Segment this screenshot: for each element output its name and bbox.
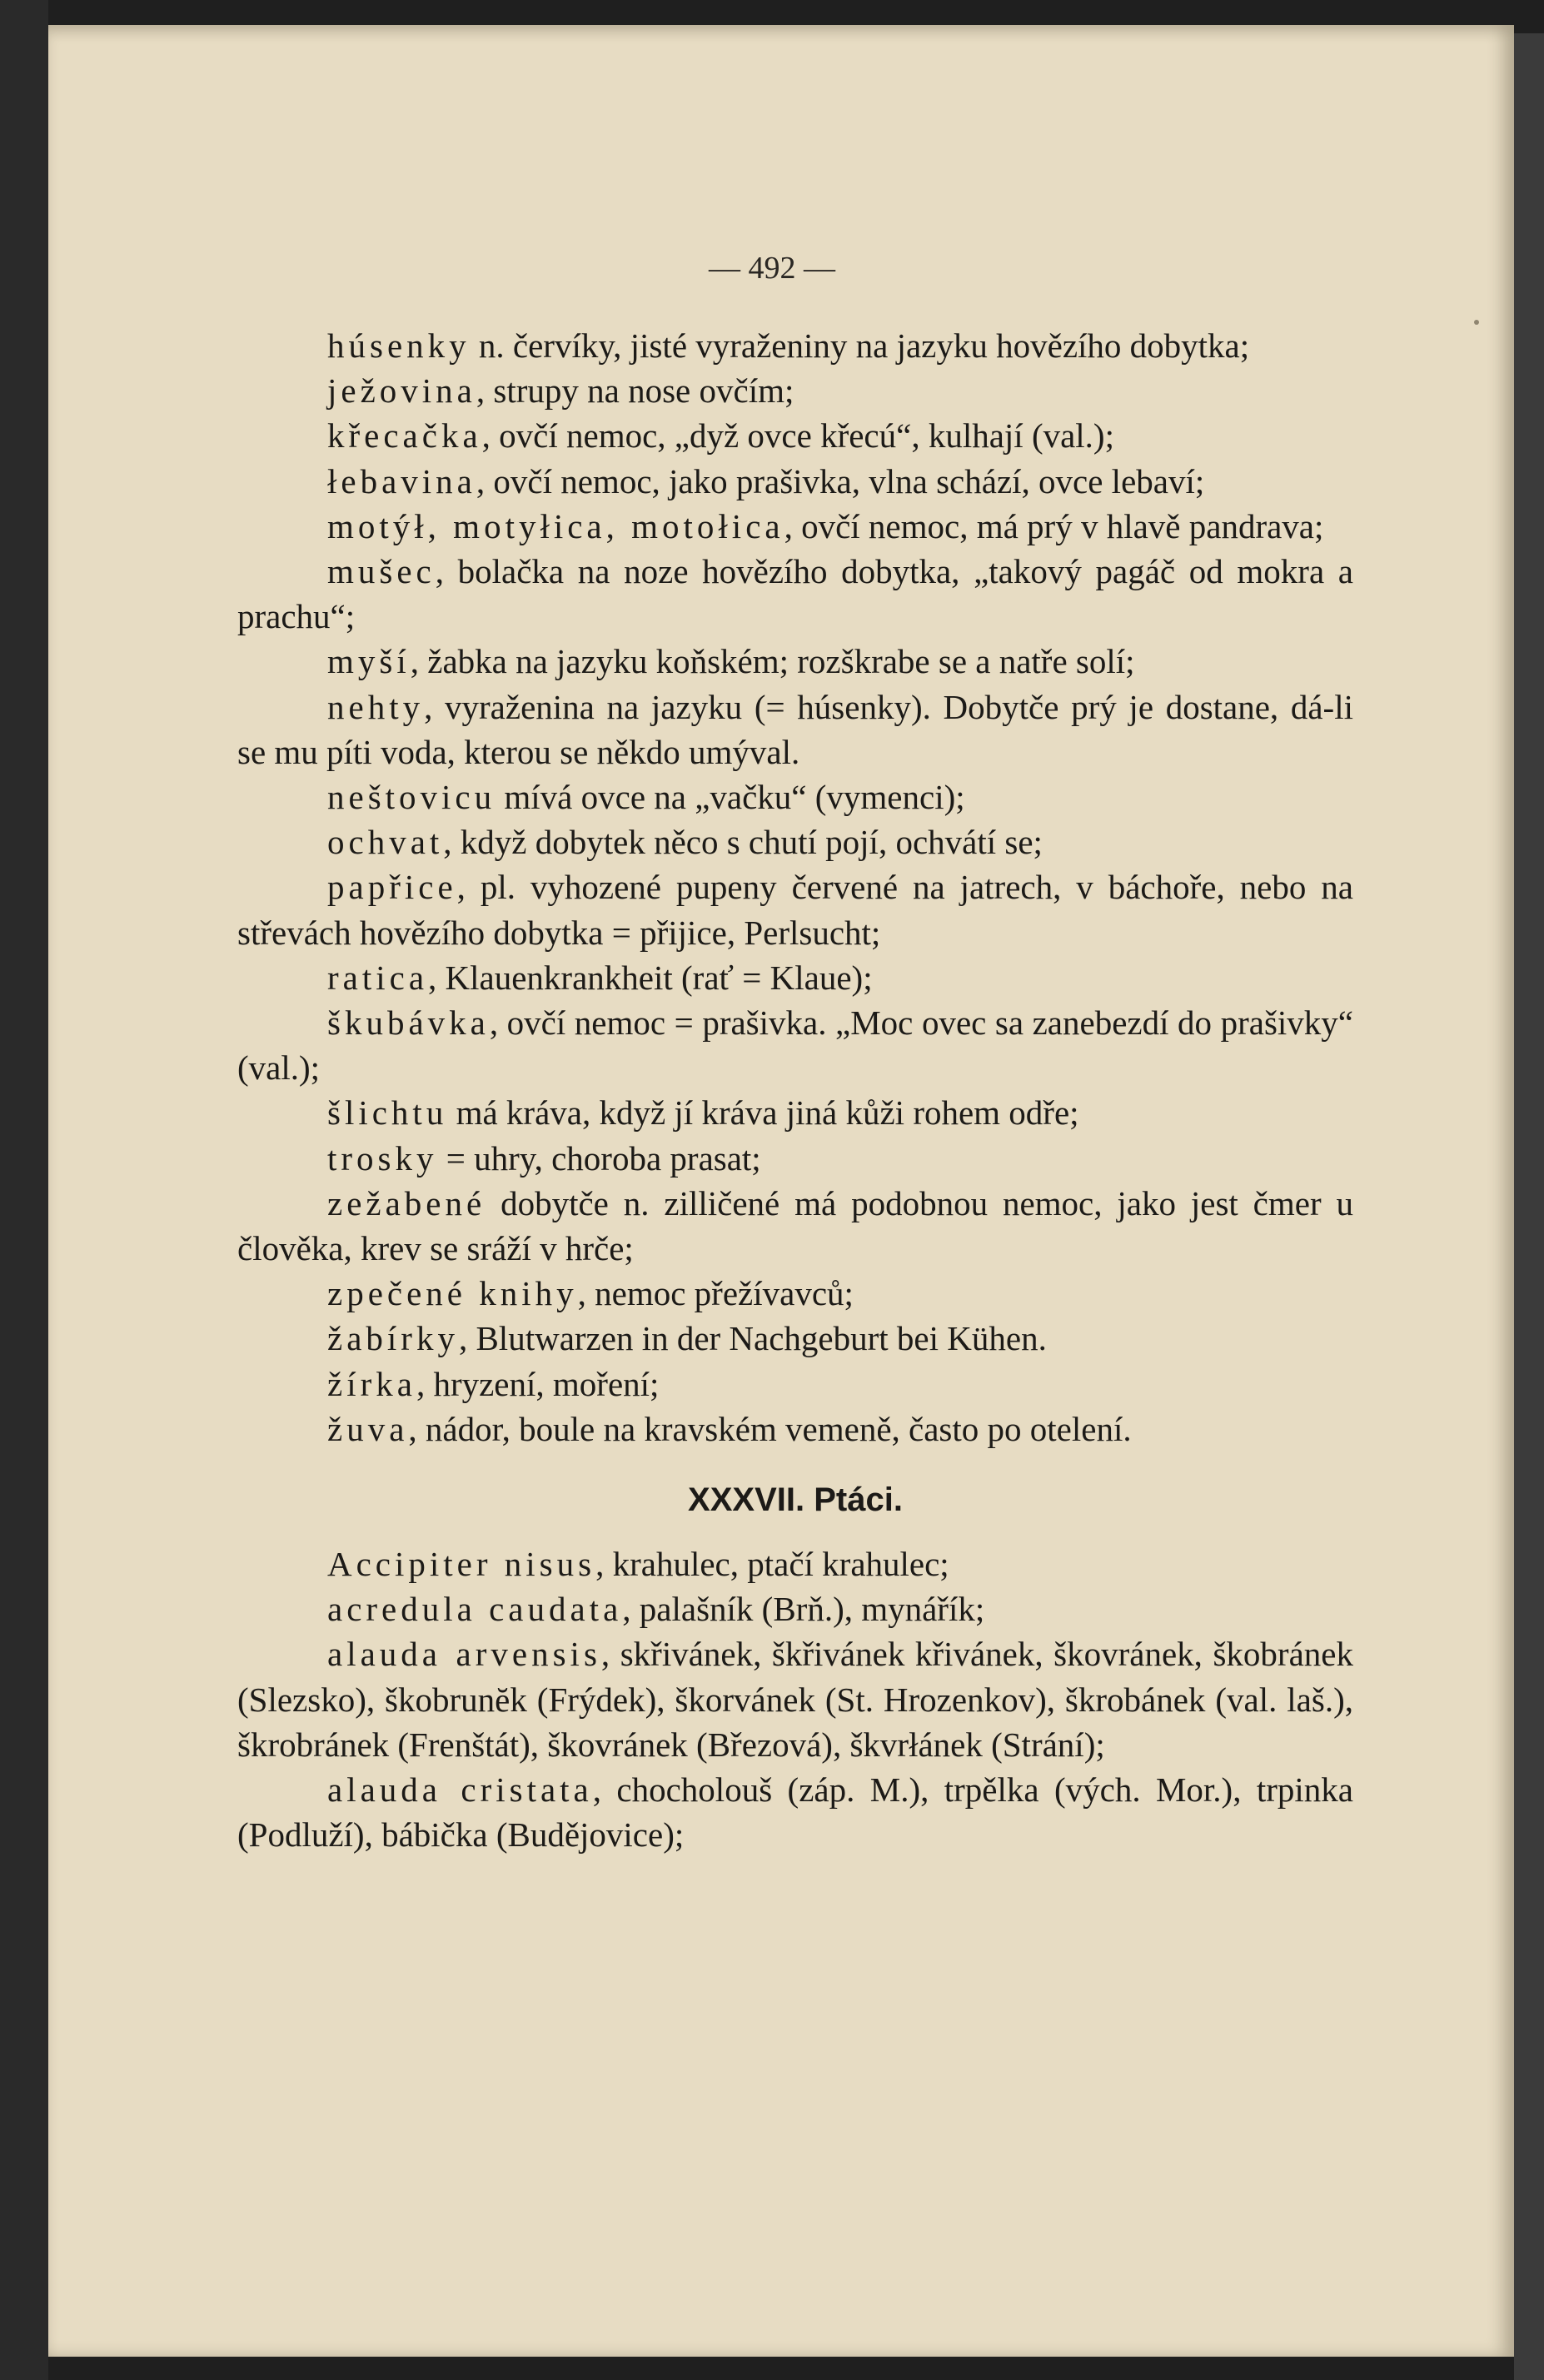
- dictionary-entry: [237, 1586, 1353, 1631]
- entry-definition: , vyraženina na jazyku (= húsenky). Dobytče prý je dostane, dá-li se mu píti voda, kterou se někdo umýval.: [237, 687, 1353, 771]
- dictionary-entry: [237, 955, 1353, 1000]
- entry-term: motýł, motyłica, motołica: [327, 506, 784, 545]
- entry-definition: , když dobytek něco s chutí pojí, ochvátí se;: [443, 823, 1043, 862]
- entry-term: zpečené knihy: [327, 1274, 578, 1313]
- dictionary-entry: [237, 1541, 1353, 1586]
- entry-definition: , ovčí nemoc, má prý v hlavě pandrava;: [784, 506, 1324, 545]
- dictionary-entry: [237, 549, 1353, 639]
- dictionary-entry: [237, 1271, 1353, 1316]
- entry-term: ratica: [327, 958, 429, 997]
- entry-term: alauda arvensis: [327, 1635, 601, 1674]
- entry-term: húsenky: [327, 326, 471, 365]
- entry-term: šlichtu: [327, 1093, 448, 1133]
- dictionary-entry: [237, 1090, 1353, 1135]
- entry-definition: , hryzení, moření;: [416, 1364, 660, 1403]
- entry-definition: , skřivánek, škřivánek křivánek, škovránek, škobránek (Slezsko), škobrunĕk (Frýdek), škorvánek (St. Hrozenkov), škrobánek (val. laš.), škrobránek (Frenštát), škovránek (Březová), škvrłánek (Strání);: [237, 1635, 1353, 1764]
- scan-left-margin: [0, 0, 48, 2380]
- entry-definition: n. červíky, jisté vyraženiny na jazyku hovězího dobytka;: [470, 326, 1250, 365]
- dictionary-entry: [237, 323, 1353, 368]
- entry-definition: , krahulec, ptačí krahulec;: [595, 1545, 949, 1584]
- entry-term: škubávka: [327, 1003, 490, 1043]
- entry-definition: , chocholouš (záp. M.), trpělka (vých. Mor.), trpinka (Podluží), bábička (Budějovice);: [237, 1770, 1353, 1855]
- paper-speck: [1474, 320, 1479, 325]
- dictionary-entry: [237, 864, 1353, 954]
- entry-term: žabírky: [327, 1319, 459, 1358]
- dictionary-entry: [237, 1407, 1353, 1451]
- entry-definition: , žabka na jazyku koňském; rozškrabe se a natře solí;: [410, 642, 1135, 681]
- entry-term: křecačka: [327, 416, 482, 456]
- dictionary-entry: [237, 1136, 1353, 1181]
- dictionary-entry: [237, 774, 1353, 819]
- entry-definition: má kráva, když jí kráva jiná kůži rohem odře;: [447, 1093, 1079, 1133]
- entry-term: myší: [327, 642, 411, 681]
- entry-term: žuva: [327, 1409, 409, 1448]
- dictionary-entry: [237, 685, 1353, 774]
- entry-definition: , pl. vyhozené pupeny červené na jatrech, v báchoře, nebo na střevách hovězího dobytka = přijice, Perlsucht;: [237, 868, 1353, 952]
- dictionary-entry: [237, 1631, 1353, 1767]
- dictionary-entry: [237, 504, 1353, 549]
- entry-list-diseases: [237, 323, 1353, 1451]
- entry-definition: , Blutwarzen in der Nachgeburt bei Kühen.: [458, 1319, 1047, 1358]
- entry-definition: , nemoc přežívavců;: [577, 1274, 854, 1313]
- dictionary-entry: [237, 1767, 1353, 1857]
- entry-definition: , ovčí nemoc, „dyž ovce křecú“, kulhají (val.);: [481, 416, 1114, 456]
- entry-definition: mívá ovce na „vačku“ (vymenci);: [496, 778, 965, 817]
- entry-definition: , palašník (Brň.), mynářík;: [622, 1590, 985, 1629]
- entry-definition: , bolačka na noze hovězího dobytka, „takový pagáč od mokra a prachu“;: [237, 552, 1353, 636]
- entry-term: papřice: [327, 868, 457, 907]
- dictionary-entry: [237, 413, 1353, 458]
- entry-term: nehty: [327, 687, 425, 726]
- dictionary-entry: [237, 1000, 1353, 1090]
- entry-definition: = uhry, choroba prasat;: [437, 1138, 761, 1178]
- entry-definition: , ovčí nemoc, jako prašivka, vlna schází, ovce lebaví;: [476, 461, 1205, 500]
- dictionary-entry: [237, 1181, 1353, 1271]
- dictionary-entry: [237, 1362, 1353, 1407]
- dictionary-entry: [237, 639, 1353, 684]
- entry-term: alauda cristata: [327, 1770, 593, 1810]
- entry-term: ochvat: [327, 823, 444, 862]
- entry-term: acredula caudata: [327, 1590, 623, 1629]
- entry-definition: dobytče n. zilličené má podobnou nemoc, jako jest čmer u člověka, krev se sráží v hrče;: [237, 1183, 1353, 1268]
- page-number: — 492 —: [709, 251, 835, 286]
- entry-definition: , ovčí nemoc = prašivka. „Moc ovec sa zanebezdí do prašivky“ (val.);: [237, 1003, 1353, 1088]
- dictionary-entry: [237, 1316, 1353, 1361]
- entry-definition: , strupy na nose ovčím;: [476, 371, 794, 411]
- entry-term: łebavina: [327, 461, 476, 500]
- dictionary-entry: [237, 819, 1353, 864]
- entry-definition: , Klauenkrankheit (rať = Klaue);: [428, 958, 873, 997]
- entry-term: mušec: [327, 552, 436, 591]
- page-body: [237, 323, 1353, 1858]
- dictionary-entry: [237, 368, 1353, 413]
- section-heading: XXXVII. Ptáci.: [688, 1481, 903, 1519]
- entry-term: ježovina: [327, 371, 476, 411]
- entry-term: žírka: [327, 1364, 416, 1403]
- entry-term: Accipiter nisus: [327, 1545, 596, 1584]
- entry-term: zežabené: [327, 1183, 486, 1222]
- entry-definition: , nádor, boule na kravském vemeně, často po otelení.: [408, 1409, 1132, 1448]
- page-edge-shadow: [1514, 33, 1544, 2380]
- entry-term: trosky: [327, 1138, 438, 1178]
- dictionary-entry: [237, 459, 1353, 504]
- entry-term: neštovicu: [327, 778, 496, 817]
- entry-list-birds: [237, 1541, 1353, 1857]
